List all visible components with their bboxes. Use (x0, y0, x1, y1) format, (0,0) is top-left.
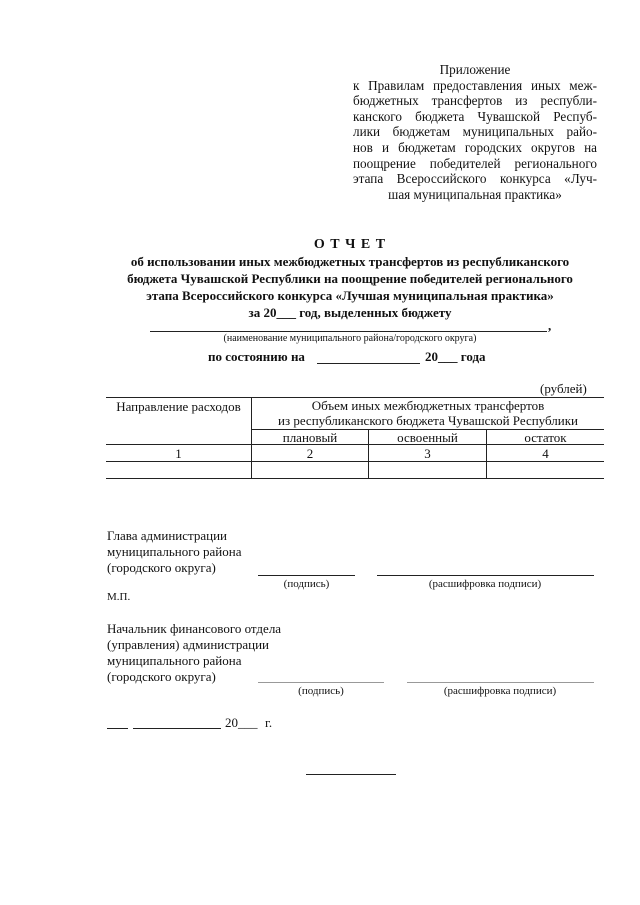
table-row-empty-spent[interactable] (369, 462, 486, 478)
table-row-empty-remainder[interactable] (487, 462, 604, 478)
table-row-empty-planned[interactable] (252, 462, 368, 478)
head-signature-block (107, 528, 241, 576)
expense-table (106, 397, 604, 479)
group-header-line2: из республиканского бюджета Чувашской Республики (277, 413, 579, 428)
col-number-2: 2 (306, 446, 314, 461)
finance-sign-caption: (подпись) (298, 685, 344, 697)
report-subtitle-line: бюджета Чувашской Республики на поощрение победителей регионального (127, 271, 573, 286)
appendix-block (353, 62, 597, 202)
finance-signature-line[interactable] (258, 682, 384, 683)
col-number-4: 4 (542, 446, 549, 461)
group-header-line1: Объем иных межбюджетных трансфертов (311, 398, 545, 413)
head-title-line: муниципального района (107, 544, 242, 559)
table-row-empty-direction[interactable] (106, 462, 251, 478)
head-signature-line[interactable] (258, 575, 355, 576)
recipient-comma: , (548, 318, 552, 333)
appendix-line: шая муниципальная практика» (388, 186, 562, 202)
date-year: 20___ (225, 715, 258, 730)
head-title-line: Глава администрации (107, 528, 228, 543)
appendix-line: бюджетных трансфертов из республи- (353, 93, 597, 109)
finance-decode-line[interactable] (407, 682, 594, 683)
finance-title-line: муниципального района (107, 653, 242, 668)
finance-title-line: Начальник финансового отдела (107, 621, 282, 636)
finance-title-line: (городского округа) (107, 669, 216, 684)
date-suffix: г. (265, 715, 273, 730)
units-label: (рублей) (540, 381, 587, 396)
finance-decode-caption: (расшифровка подписи) (443, 685, 557, 697)
appendix-line: поощрение победителей регионального (353, 155, 597, 171)
appendix-title: Приложение (439, 62, 511, 77)
appendix-line: канского бюджета Чувашской Респуб- (353, 108, 597, 124)
appendix-line: нов и бюджетам городских округов на (353, 139, 597, 155)
appendix-line: к Правилам предоставления иных меж- (353, 77, 597, 93)
col-number-1: 1 (175, 446, 182, 461)
recipient-caption: (наименование муниципального района/городского округа) (223, 333, 477, 344)
head-decode-caption: (расшифровка подписи) (428, 578, 542, 590)
report-title: О Т Ч Е Т (313, 237, 387, 252)
head-decode-line[interactable] (377, 575, 594, 576)
as-of-date-blank[interactable] (317, 363, 420, 364)
stamp-label: М.П. (107, 591, 131, 603)
recipient-blank-line[interactable] (150, 331, 547, 332)
finance-title-line: (управления) администрации (107, 637, 269, 652)
finance-signature-block (107, 621, 281, 685)
as-of-label: по состоянию на (208, 349, 305, 364)
date-day-blank[interactable] (107, 728, 128, 729)
date-month-blank[interactable] (133, 728, 221, 729)
appendix-line: этапа Всероссийского конкурса «Луч- (353, 171, 597, 187)
report-subtitle-line: об использовании иных межбюджетных трансфертов из республиканского (130, 254, 570, 269)
sub-header-remainder: остаток (524, 430, 567, 445)
appendix-line: лики бюджетам муниципальных райо- (353, 124, 597, 140)
head-title-line: (городского округа) (107, 560, 216, 575)
report-subtitle (95, 253, 605, 321)
col-header-direction: Направление расходов (116, 399, 241, 414)
sub-header-planned: плановый (282, 430, 338, 445)
closing-separator (306, 774, 396, 775)
head-sign-caption: (подпись) (283, 578, 330, 590)
sub-header-spent: освоенный (397, 430, 458, 445)
report-subtitle-line: этапа Всероссийского конкурса «Лучшая муниципальная практика» (146, 288, 554, 303)
as-of-year: 20___ года (425, 349, 486, 364)
col-number-3: 3 (424, 446, 431, 461)
report-subtitle-line: за 20___ год, выделенных бюджету (248, 305, 452, 320)
